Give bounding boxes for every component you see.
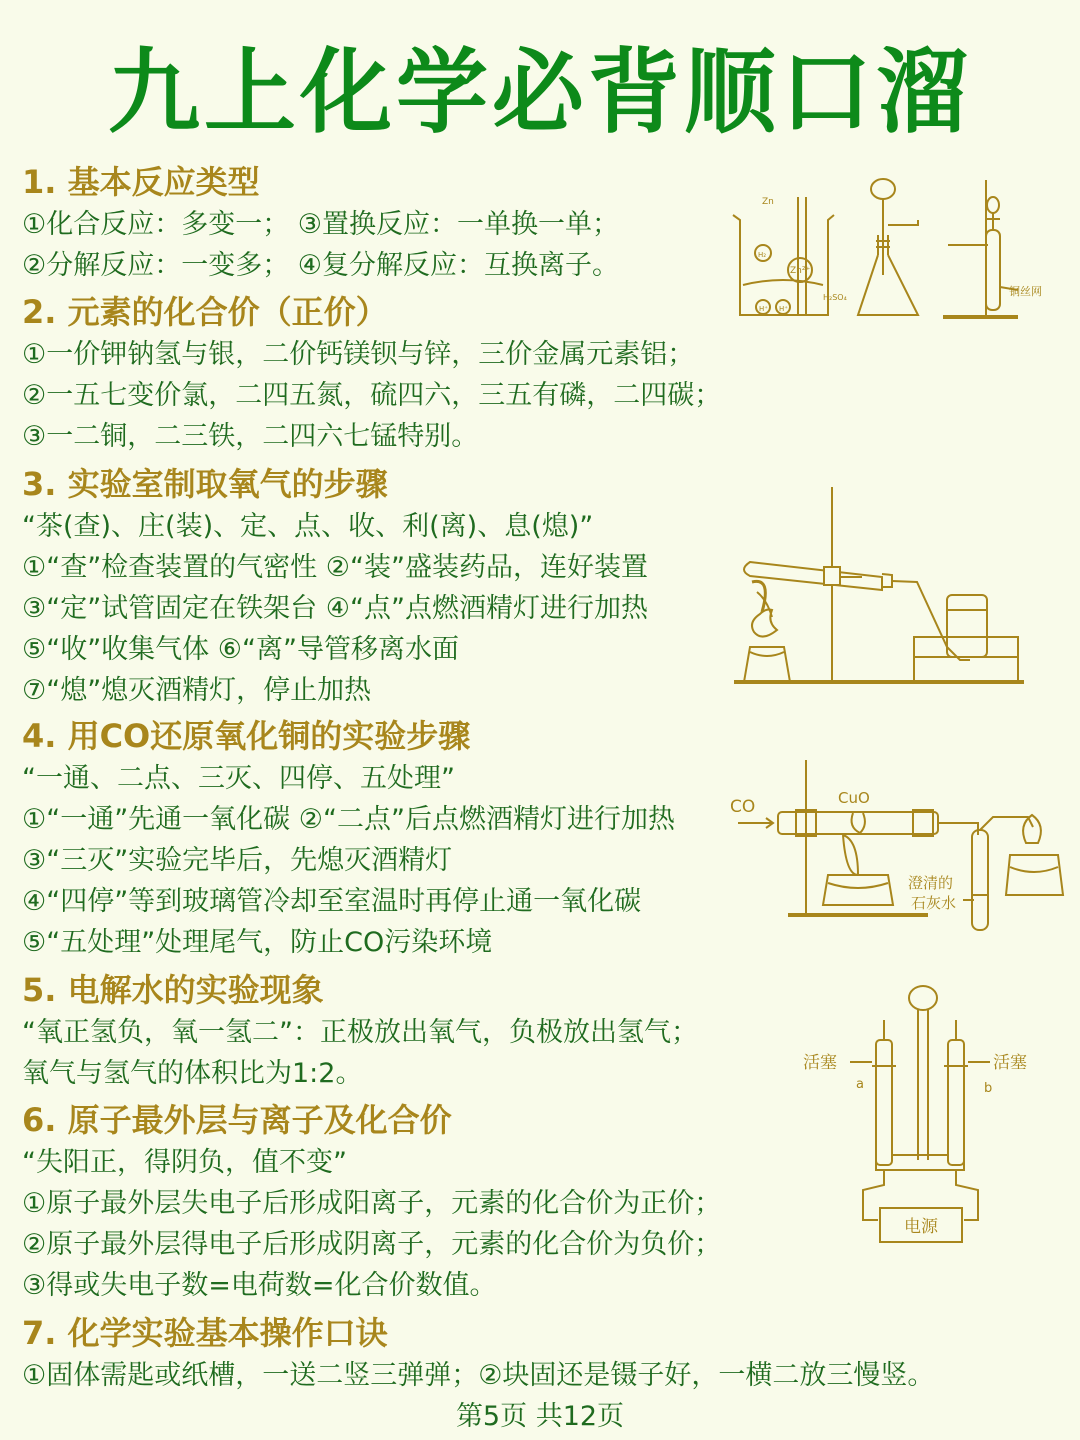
section-line: ①“一通”先通一氧化碳 ②“二点”后点燃酒精灯进行加热 <box>22 804 675 835</box>
section-valence <box>22 290 721 457</box>
zn-label: Zn <box>762 197 774 207</box>
copper-mesh-label: 铜丝网 <box>1009 285 1042 298</box>
section-line: ④“四停”等到玻璃管冷却至室温时再停止通一氧化碳 <box>22 886 642 917</box>
electrolysis-figure <box>798 980 1048 1250</box>
page-number: 第5页 共12页 <box>455 1401 625 1432</box>
section-line: ②分解反应：一变多； ④复分解反应：互换离子。 <box>22 250 619 281</box>
tube-b-icon <box>948 1040 964 1165</box>
flame-icon <box>1023 815 1041 843</box>
cuo-label: CuO <box>838 789 870 807</box>
section-line: ③一二铜，二三铁，二四六七锰特别。 <box>22 421 479 452</box>
tube-a-icon <box>876 1040 892 1165</box>
section-heading: 2. 元素的化合价（正价） <box>22 293 388 331</box>
section-line: ③“三灭”实验完毕后，先熄灭酒精灯 <box>22 845 453 876</box>
section-line: ⑤“收”收集气体 ⑥“离”导管移离水面 <box>22 634 459 665</box>
section-lab-operations <box>22 1311 934 1396</box>
zn2-label: Zn²⁺ <box>790 266 811 276</box>
section-line: ⑦“熄”熄灭酒精灯，停止加热 <box>22 675 372 706</box>
section-line: ①原子最外层失电子后形成阳离子，元素的化合价为正价； <box>22 1188 722 1219</box>
alcohol-lamp-icon <box>823 875 893 905</box>
electrode-b-label: b <box>984 1081 993 1096</box>
section-oxygen-steps <box>22 462 648 711</box>
section-line: ③“定”试管固定在铁架台 ④“点”点燃酒精灯进行加热 <box>22 593 648 624</box>
section-line: ⑤“五处理”处理尾气，防止CO污染环境 <box>22 927 493 958</box>
section-line: “氧正氢负，氧一氢二”：正极放出氧气，负极放出氢气； <box>22 1017 698 1048</box>
power-label: 电源 <box>904 1217 938 1237</box>
section-line: ①固体需匙或纸槽，一送二竖三弹弹；②块固还是镊子好，一横二放三慢竖。 <box>22 1360 935 1391</box>
reaction-apparatus-figure <box>728 175 1058 325</box>
section-electrolysis <box>22 968 698 1094</box>
section-line: 氧气与氢气的体积比为1:2。 <box>22 1058 363 1089</box>
section-co-reduction <box>22 714 675 963</box>
section-line: ①一价钾钠氢与银，二价钙镁钡与锌，三价金属元素铝； <box>22 339 695 370</box>
section-line: ①“查”检查装置的气密性 ②“装”盛装药品，连好装置 <box>22 552 648 583</box>
oxygen-preparation-figure <box>732 482 1032 692</box>
gas-jar-icon <box>947 595 987 657</box>
flask-icon <box>858 255 918 315</box>
section-quote: “茶(查)、庄(装)、定、点、收、利(离)、息(熄)” <box>22 511 594 542</box>
alcohol-lamp-icon <box>1006 855 1063 895</box>
limewater-label: 石灰水 <box>911 894 957 912</box>
h-ion-label: H⁺ <box>759 305 768 313</box>
section-heading: 5. 电解水的实验现象 <box>22 971 324 1009</box>
valve-label-right: 活塞 <box>993 1053 1027 1073</box>
h-ion-label: H⁺ <box>779 305 788 313</box>
section-heading: 3. 实验室制取氧气的步骤 <box>22 465 388 503</box>
section-heading: 7. 化学实验基本操作口诀 <box>22 1314 388 1352</box>
section-line: ③得或失电子数=电荷数=化合价数值。 <box>22 1270 497 1301</box>
section-line: ②原子最外层得电子后形成阴离子，元素的化合价为负价； <box>22 1229 722 1260</box>
h2so4-label: H₂SO₄ <box>823 293 847 302</box>
section-heading: 4. 用CO还原氧化铜的实验步骤 <box>22 717 471 755</box>
section-line: ①化合反应：多变一； ③置换反应：一单换一单； <box>22 209 619 240</box>
valve-label-left: 活塞 <box>803 1053 837 1073</box>
test-tube-icon <box>986 230 1000 310</box>
section-reaction-types <box>22 160 619 286</box>
h2-label: H₂ <box>758 251 767 259</box>
section-line: ②一五七变价氯，二四五氮，硫四六，三五有磷，二四碳； <box>22 380 722 411</box>
co-label: CO <box>730 797 756 817</box>
page-title: 九上化学必背顺口溜 <box>107 39 972 146</box>
section-quote: “失阳正，得阴负，值不变” <box>22 1147 347 1178</box>
section-heading: 6. 原子最外层与离子及化合价 <box>22 1101 452 1139</box>
flame-icon <box>752 610 777 637</box>
co-reduction-figure <box>728 755 1078 935</box>
electrode-a-label: a <box>856 1077 864 1092</box>
section-heading: 1. 基本反应类型 <box>22 163 260 201</box>
test-tube-icon <box>972 830 988 930</box>
section-quote: “一通、二点、三灭、四停、五处理” <box>22 763 455 794</box>
limewater-label: 澄清的 <box>908 874 954 892</box>
section-atom-ions <box>22 1098 721 1306</box>
